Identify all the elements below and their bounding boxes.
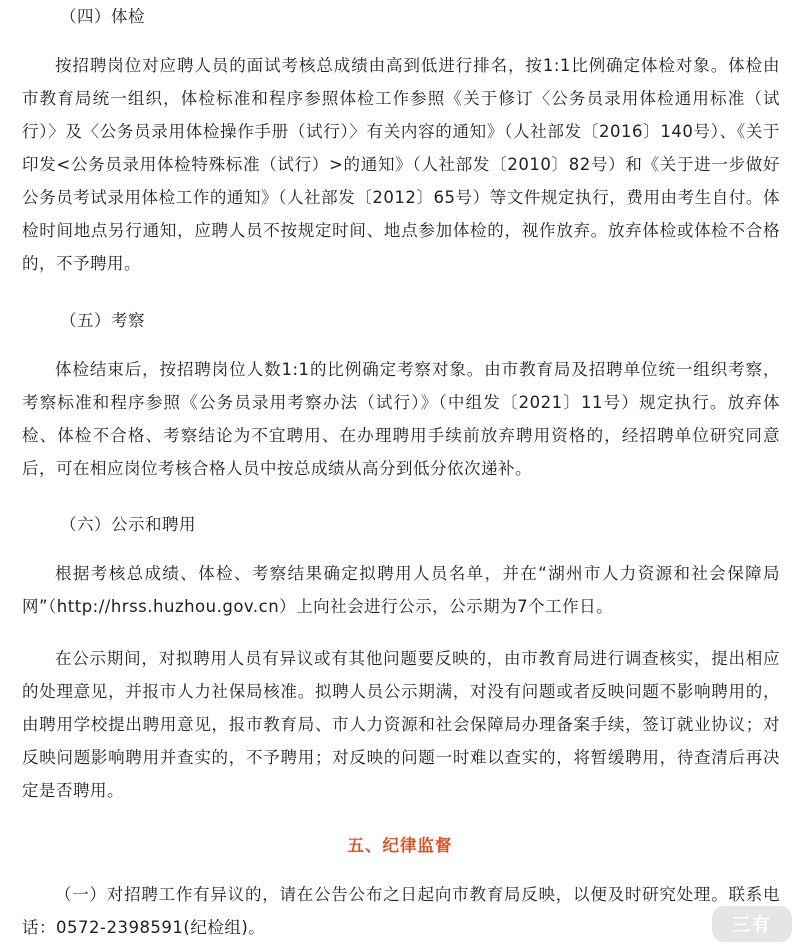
section-title-discipline: 五、纪律监督	[347, 836, 453, 855]
paragraph-discipline: （一）对招聘工作有异议的，请在公告公布之日起向市教育局反映，以便及时研究处理。联系电话：0572-2398591(纪检组)。	[22, 885, 780, 937]
heading-physical-exam: （四）体检	[60, 7, 145, 26]
watermark-text: 三有	[732, 915, 772, 936]
watermark-logo	[712, 906, 792, 942]
paragraph-publicity-1: 根据考核总成绩、体检、考察结果确定拟聘用人员名单，并在“湖州市人力资源和社会保障局网”（http://hrss.huzhou.gov.cn）上向社会进行公示，公示期为7个工作日。	[22, 564, 780, 616]
heading-inspection: （五）考察	[60, 311, 145, 330]
paragraph-physical-exam: 按招聘岗位对应聘人员的面试考核总成绩由高到低进行排名，按1:1比例确定体检对象。体检由市教育局统一组织，体检标准和程序参照体检工作参照《关于修订〈公务员录用体检通用标准（试行）〉及〈公务员录用体检操作手册（试行）〉有关内容的通知》（人社部发〔2016〕140号）、《关于印发<公务员录用体检特殊标准（试行）>的通知》（人社部发〔2010〕82号）和《关于进一步做好公务员考试录用体检工作的通知》（人社部发〔2012〕65号）等文件规定执行，费用由考生自付。体检时间地点另行通知，应聘人员不按规定时间、地点参加体检的，视作放弃。放弃体检或体检不合格的，不予聘用。	[22, 56, 780, 273]
paragraph-publicity-2: 在公示期间，对拟聘用人员有异议或有其他问题要反映的，由市教育局进行调查核实，提出相应的处理意见，并报市人力社保局核准。拟聘人员公示期满，对没有问题或者反映问题不影响聘用的，由聘用学校提出聘用意见，报市教育局、市人力资源和社会保障局办理备案手续，签订就业协议；对反映问题影响聘用并查实的，不予聘用；对反映的问题一时难以查实的，将暂缓聘用，待查清后再决定是否聘用。	[22, 649, 780, 800]
heading-publicity: （六）公示和聘用	[60, 515, 196, 534]
paragraph-inspection: 体检结束后，按招聘岗位人数1:1的比例确定考察对象。由市教育局及招聘单位统一组织考察，考察标准和程序参照《公务员录用考察办法（试行）》（中组发〔2021〕11号）规定执行。放弃体检、体检不合格、考察结论为不宜聘用、在办理聘用手续前放弃聘用资格的，经招聘单位研究同意后，可在相应岗位考核合格人员中按总成绩从高分到低分依次递补。	[22, 360, 780, 478]
